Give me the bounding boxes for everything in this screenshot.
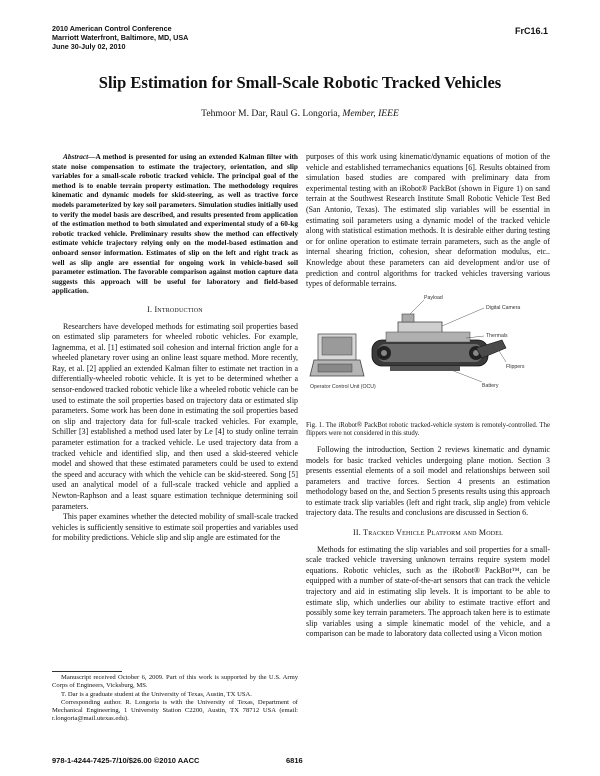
ocu-illustration [310, 334, 364, 376]
conference-venue: Marriott Waterfront, Baltimore, MD, USA [52, 33, 189, 42]
intro-paragraph: Researchers have developed methods for estimating soil properties based on estimated slip parameters for wheeled robotic vehicles. For example, Iagnemma, et al. [1] estimated soil cohesion and internal friction angle for a wheeled planetary rover using an online least square method. More recently, Ray, et al. [2] applied an extended Kalman filter to estimate net traction in a differentially-wheeled robotic vehicle. It is yet to be determined whether a sensor-endowed tracked robotic vehicle like a wheeled robotic vehicle can be used to estimate the soil properties based on trajectory data or estimated slip parameters. Some work has been done in estimating the soil properties based on slip and trajectory data for full-scale tracked vehicles. For example, Schiller [3] established a method used later by Le [4] to study online terrain parameter estimation for a tracked vehicle. Le used trajectory data from a tracked vehicle and identified slip, and then used a skid-steered vehicle model and showed that these estimated parameters could be used to extend the speed and accuracy with which the vehicle can be skid-steered. Song [5] used an analytical model of a full-scale tracked vehicle and applied a Newton-Raphson and a least square estimation technique determining soil parameters. [52, 321, 298, 511]
abstract [52, 152, 298, 296]
label-camera: Digital Camera [486, 304, 521, 311]
section-2-heading [306, 528, 550, 539]
right-column [306, 152, 550, 640]
isbn-footer: 978-1-4244-7425-7/10/$26.00 ©2010 AACC [52, 756, 200, 765]
footnote: Manuscript received October 6, 2009. Part of this work is supported by the U.S. Army Corps of Engineers, Vicksburg, MS. [52, 674, 298, 690]
figure-1 [306, 292, 550, 420]
section-1-title: Introduction [154, 304, 203, 314]
packbot-figure [306, 292, 550, 420]
figure-1-caption: Fig. 1. The iRobot® PackBot robotic tracked-vehicle system is remotely-controlled. The flippers were not considered in this study. [306, 421, 550, 438]
label-payload: Payload [424, 294, 443, 301]
right-paragraph-outline: Following the introduction, Section 2 reviews kinematic and dynamic models for basic tracked vehicles undergoing plane motion. Section 3 presents essential elements of a soil model and relationships between soil parameters and tractive forces. Section 4 presents an estimation methodology based on the, and Section 5 presents results using this approach to estimate track slip variables (left and right track, slip angle) from vehicle trajectory data. The results and conclusions are discussed in Section 6. [306, 444, 550, 518]
label-flippers: Flippers [506, 363, 525, 370]
page-number: 6816 [286, 756, 303, 765]
paper-title: Slip Estimation for Small-Scale Robotic Tracked Vehicles [98, 73, 502, 92]
packbot-illustration [372, 314, 506, 371]
footnote-rule [52, 671, 122, 672]
footnotes [52, 671, 298, 724]
paper-authors [0, 108, 600, 119]
author-names: Tehmoor M. Dar, Raul G. Longoria, [201, 108, 340, 119]
section-2-number: II. [352, 528, 361, 538]
conference-header [52, 24, 188, 51]
conference-dates: June 30-July 02, 2010 [52, 42, 126, 51]
abstract-label: Abstract [63, 152, 89, 161]
left-column [52, 152, 298, 544]
label-thermals: Thermals [486, 332, 508, 339]
right-paragraph-methods: Methods for estimating the slip variables and soil properties for a small-scale tracked vehicle traversing unknown terrains require system model equations. Robotic vehicles, such as the iRobot® PackBot™, can be equipped with a number of state-of-the-art sensors that can track the vehicle trajectory and aid in estimating slip levels. It is important to be able to estimate slip, which underlies our ability to estimate tractive effort and possibly some key terrain parameters. The approach taken here is to estimate slip variables using a simple kinematic model of the vehicle, and a comparison can be made to laboratory data collected using a Vicon motion [306, 544, 550, 639]
footnote: T. Dar is a graduate student at the University of Texas, Austin, TX USA. [61, 690, 252, 698]
abstract-text: —A method is presented for using an extended Kalman filter with state noise compensation to estimate the trajectory, orientation, and slip variables for a small-scale robotic tracked vehicle. The principal goal of the method is to enable terrain property estimation. The methodology requires kinematic and dynamic models for skid-steering, as well as tractive force models parameterized by key soil parameters. Simulation studies initially used to verify the model basis are described, and results presented from application of the estimation method to both simulated and experimental study of a 60-kg robotic tracked vehicle. Preliminary results show the method can effectively estimate vehicle trajectory relying only on the model-based estimation and onboard sensor information. Estimates of slip on the left and right track as well as slip angle are essential for ongoing work in vehicle-based soil parameter estimation. The favorable comparison against motion capture data suggests this approach will be useful for laboratory and field-based application. [52, 152, 298, 296]
intro-paragraph: This paper examines whether the detected mobility of small-scale tracked vehicles is sufficiently sensitive to estimate soil properties and variables used for mobility predictions. Vehicle slip and slip angle are estimated for the [52, 512, 298, 543]
section-1-heading [52, 305, 298, 316]
conference-name: 2010 American Control Conference [52, 24, 172, 33]
session-code: FrC16.1 [514, 26, 548, 36]
footnote: Corresponding author. R. Longoria is with the University of Texas, Department of Mechanical Engineering, 1 University Station C2200, Austin, TX 78712 USA (email: r.longoria@mail.utexas.edu). [52, 698, 298, 723]
section-1-number: I. [147, 304, 153, 314]
section-2-title: Tracked Vehicle Platform and Model [363, 528, 504, 538]
right-paragraph-continued: purposes of this work using kinematic/dynamic equations of motion of the vehicle and established terramechanics equations [6]. Results obtained from simulation based studies are compared with preliminary data from experimental testing with an iRobot® PackBot (shown in Figure 1) on sand terrain at the Southwest Research Institute Small Robotic Vehicle Test Bed (San Antonio, Texas). The estimated slip variables will be essential in estimating soil parameters using a dynamic model of the tracked vehicle along with statistical estimation methods. It is desirable either during testing or for online operation to estimate terrain parameters, such as the angle of internal shearing friction, cohesion, shear deformation modulus, etc.. Knowledge about these parameters can aid development and/or use of prediction and control algorithms for tracked vehicles traversing various types of deformable terrains. [306, 152, 550, 289]
label-battery: Battery [482, 382, 499, 389]
label-ocu: Operator Control Unit (OCU) [310, 383, 376, 390]
author-membership: Member, IEEE [342, 108, 399, 119]
